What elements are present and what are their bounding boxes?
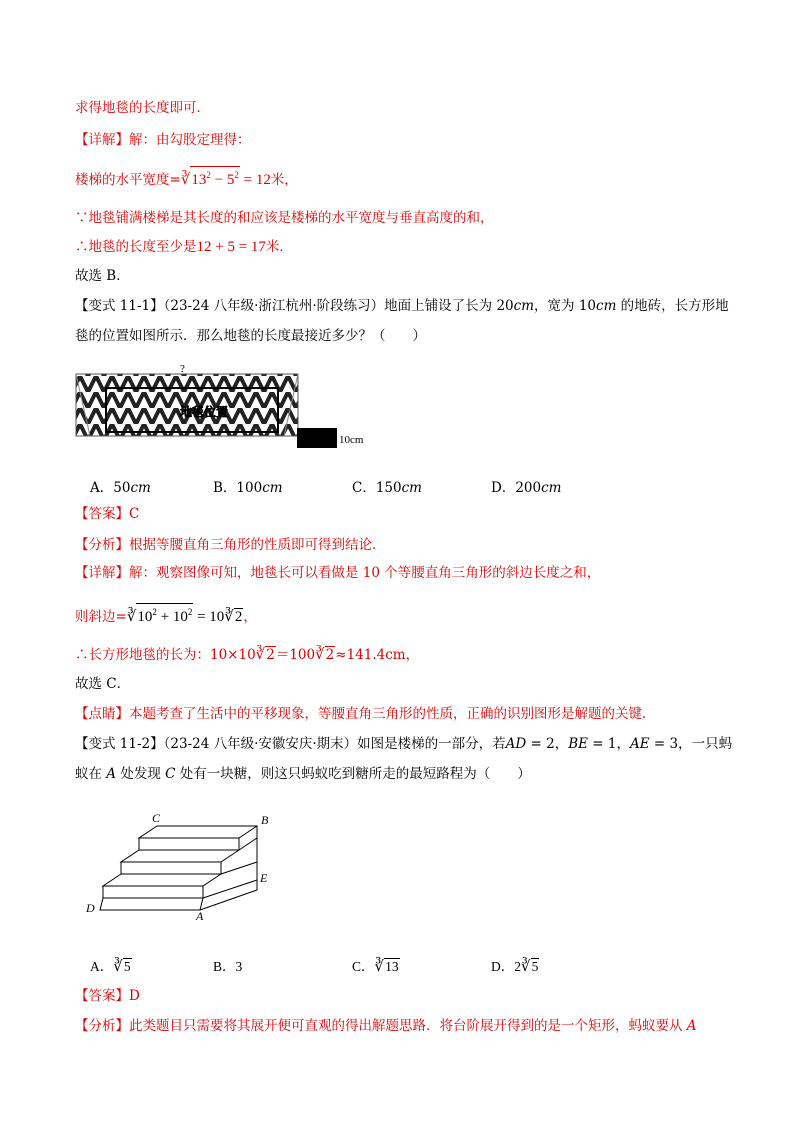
analysis-line: 【分析】根据等腰直角三角形的性质即可得到结论． — [75, 537, 386, 553]
label-a: A — [196, 909, 204, 920]
analysis-line: 【分析】此类题目只需要将其展开便可直观的得出解题思路．将台阶展开得到的是一个矩形，蚂蚁要从 A — [75, 1018, 697, 1034]
answer-line: 【答案】D — [75, 988, 140, 1004]
carpet-label: 地毯位置 — [180, 405, 229, 419]
option-c[interactable]: C．∛13 — [352, 959, 399, 975]
question-11-2-line2: 蚁在 A 处发现 C 处有一块糖，则这只蚂蚁吃到糖所走的最短路程为（ ） — [75, 766, 531, 782]
text-line: ∴地毯的长度至少是12 + 5 = 17米． — [75, 239, 293, 255]
sqrt-expression: $∛13^2 - 5^2 = 12$ — [181, 172, 271, 188]
option-b[interactable]: B．3 — [213, 959, 243, 974]
comment-line: 【点睛】本题考查了生活中的平移现象，等腰直角三角形的性质，正确的识别图形是解题的关键． — [75, 706, 656, 722]
option-c[interactable]: C．150cm — [352, 480, 422, 496]
option-d[interactable]: D．200cm — [491, 480, 562, 496]
scale-label: 10cm — [339, 434, 364, 446]
label-e: E — [260, 871, 268, 885]
length-line: ∴长方形地毯的长为：10×10∛2＝100∛2≈141.4cm， — [75, 645, 420, 663]
text-line: ∵地毯铺满楼梯是其长度的和应该是楼梯的水平宽度与垂直高度的和， — [75, 210, 494, 226]
detail-tag: 【详解】 — [75, 132, 129, 148]
choice-line: 故选 C． — [75, 676, 131, 692]
formula-line: 楼梯的水平宽度$=∛13^2 - 5^2 = 12$米， — [75, 166, 298, 189]
label-c: C — [152, 811, 161, 825]
choice-line: 故选 B． — [75, 268, 130, 284]
answer-line: 【答案】C — [75, 506, 140, 522]
question-11-1: 【变式 11-1】（23-24 八年级·浙江杭州·阶段练习）地面上铺设了长为 20cm，宽为 10cm 的地砖，长方形地 — [75, 298, 729, 314]
carpet-tile-figure — [72, 360, 372, 460]
detail-line: 【详解】解：由勾股定理得： — [75, 132, 251, 148]
option-a[interactable]: A．∛5 — [90, 959, 131, 975]
question-11-2: 【变式 11-2】（23-24 八年级·安徽安庆·期末）如图是楼梯的一部分，若AD = 2，BE = 1，AE = 3，一只蚂 — [75, 736, 733, 752]
question-mark: ? — [180, 363, 185, 375]
label-d: D — [86, 901, 95, 915]
detail-line: 【详解】解：观察图像可知，地毯长可以看做是 10 个等腰直角三角形的斜边长度之和， — [75, 565, 601, 581]
text-line: 求得地毯的长度即可． — [75, 100, 210, 116]
sqrt-expression: $∛10^2 + 10^2$ = 10∛2 — [127, 609, 244, 625]
option-d[interactable]: D．2∛5 — [491, 959, 539, 975]
option-b[interactable]: B．100cm — [213, 480, 283, 496]
staircase-figure — [82, 810, 292, 920]
label-b: B — [261, 813, 269, 827]
hypotenuse-line: 则斜边$=∛10^2 + 10^2$ = 10∛2， — [75, 603, 257, 626]
option-a[interactable]: A．50cm — [90, 480, 151, 496]
question-11-1-line2: 毯的位置如图所示．那么地毯的长度最接近多少？（ ） — [75, 328, 426, 344]
